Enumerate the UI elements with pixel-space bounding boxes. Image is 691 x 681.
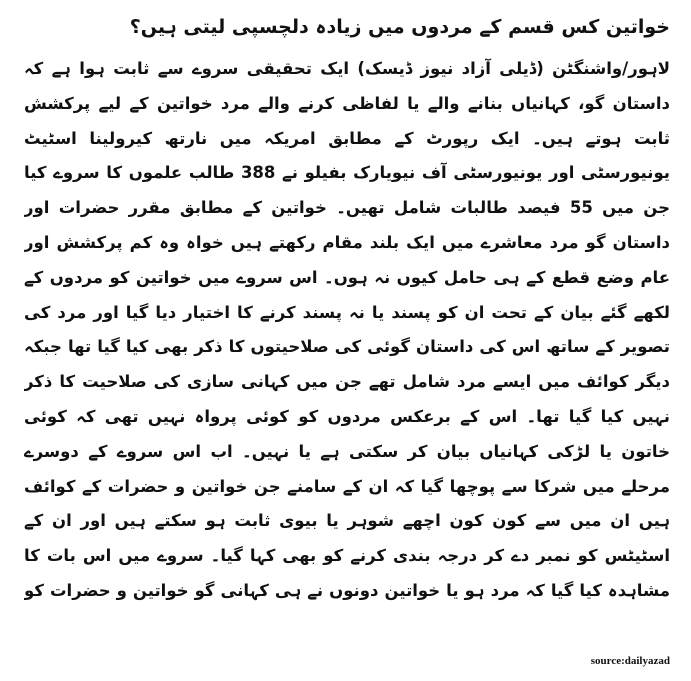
- news-article: [24, 12, 670, 667]
- source-credit: source:dailyazad: [590, 655, 670, 667]
- article-body: لاہور/واشنگٹن (ڈیلی آزاد نیوز ڈیسک) ایک تحقیقی سروے سے ثابت ہوا ہے کہ داستان گو، کہانیاں بنانے والے یا لفاظی کرنے والے مرد خواتین کے لیے پرکشش ثابت ہوتے ہیں۔ ایک رپورٹ کے مطابق امریکہ میں نارتھ کیرولینا اسٹیٹ یونیورسٹی اور یونیورسٹی آف نیویارک بفیلو نے 388 طالب علموں کا سروے کیا جن میں 55 فیصد طالبات شامل تھیں۔ خواتین کے مطابق مقرر حضرات اور داستان گو مرد معاشرے میں ایک بلند مقام رکھتے ہیں خواہ وہ کم پرکشش اور عام وضع قطع کے ہی حامل کیوں نہ ہوں۔ اس سروے میں خواتین کو مردوں کے لکھے گئے بیان کے تحت ان کو پسند یا نہ پسند کرنے کا اختیار دیا گیا اور مرد کی تصویر کے ساتھ اس کی داستان گوئی کی صلاحیتوں کا ذکر بھی کیا گیا تھا جبکہ دیگر کوائف میں ایسے مرد شامل تھے جن میں کہانی سازی کی صلاحیت کا ذکر نہیں کیا گیا تھا۔ اس کے برعکس مردوں کو کوئی پرواہ نہیں تھی کہ کوئی خاتون یا لڑکی کہانیاں بیان کر سکتی ہے یا نہیں۔ اب اس سروے کے دوسرے مرحلے میں شرکا سے پوچھا گیا کہ ان کے سامنے جن خواتین و حضرات کے کوائف ہیں ان میں سے کون کون اچھے شوہر یا بیوی ثابت ہو سکتے ہیں اور ان کے اسٹیٹس کو نمبر دے کر درجہ بندی کرنے کو بھی کہا گیا۔ سروے میں اس بات کا مشاہدہ کیا گیا کہ مرد ہو یا خواتین دونوں نے ہی کہانی گو خواتین و حضرات کو: [24, 59, 670, 600]
- article-headline: خواتین کس قسم کے مردوں میں زیادہ دلچسپی لیتی ہیں؟: [129, 16, 670, 38]
